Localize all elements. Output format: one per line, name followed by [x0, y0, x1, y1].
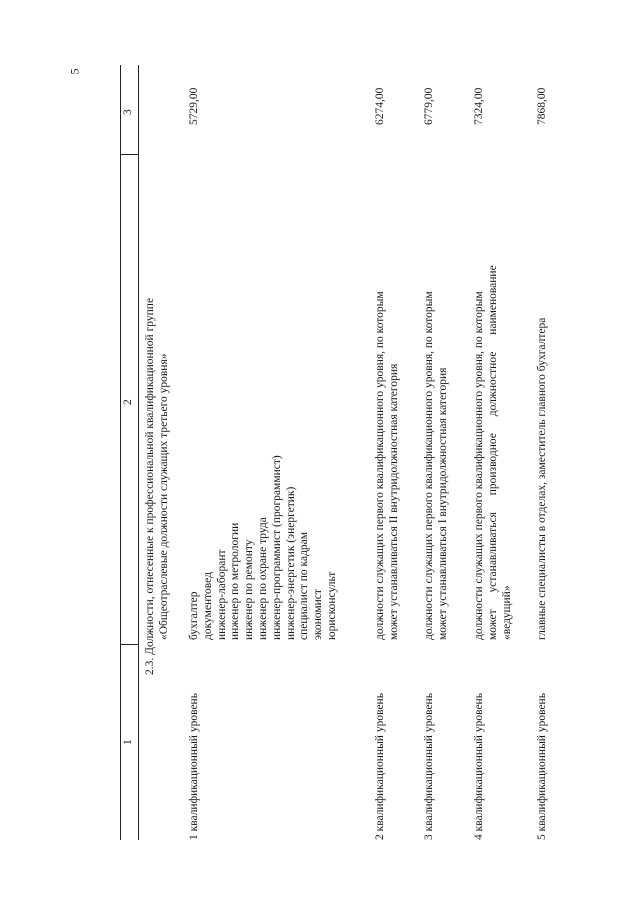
list-item: специалист по кадрам: [298, 531, 311, 640]
level-4-positions-line2: может устанавливаться производное должностное наименование: [487, 265, 499, 640]
column-header-3: 3: [122, 109, 134, 115]
column-header-2: 2: [122, 399, 134, 405]
list-item: инженер-энергетик (энергетик): [284, 486, 297, 640]
list-item: инженер по ремонту: [243, 539, 256, 640]
level-2-positions-line1: должности служащих первого квалификационного уровня, по которым: [374, 291, 386, 640]
header-divider-1: [120, 644, 138, 645]
list-item: экономист: [312, 589, 325, 640]
header-bottom-border: [138, 65, 139, 840]
level-4-positions-line1: должности служащих первого квалификационного уровня, по которым: [473, 291, 485, 640]
level-4-positions-line3: «ведущий»: [501, 585, 513, 640]
header-divider-2: [120, 154, 138, 155]
table-top-border: [120, 65, 121, 840]
level-1-salary: 5729,00: [188, 87, 200, 125]
list-item: инженер по метрологии: [229, 522, 242, 640]
level-5-salary: 7868,00: [536, 87, 548, 125]
level-2-positions-line2: может устанавливаться II внутридолжностная категория: [388, 363, 400, 640]
level-1-label: 1 квалификационный уровень: [188, 693, 200, 840]
list-item: инженер по охране труда: [256, 517, 269, 640]
level-2-salary: 6274,00: [374, 87, 386, 125]
level-2-label: 2 квалификационный уровень: [374, 693, 386, 840]
level-1-positions-list: [188, 455, 340, 640]
level-4-label: 4 квалификационный уровень: [473, 693, 485, 840]
level-3-positions-line2: может устанавливаться I внутридолжностная категория: [437, 367, 449, 640]
column-header-1: 1: [122, 739, 134, 745]
section-subtitle: «Общеотраслевые должности служащих третьего уровня»: [158, 353, 170, 640]
list-item: инженер-лаборант: [215, 549, 228, 640]
level-3-positions-line1: должности служащих первого квалификационного уровня, по которым: [423, 291, 435, 640]
list-item: юрисконсульт: [325, 571, 338, 640]
section-title: 2.3. Должности, отнесенные к профессиональной квалификационной группе: [144, 297, 156, 675]
list-item: бухгалтер: [188, 591, 200, 640]
list-item: инженер-программист (программист): [270, 455, 283, 640]
level-5-positions-line1: главные специалисты в отделах, заместитель главного бухгалтера: [536, 317, 548, 640]
level-5-label: 5 квалификационный уровень: [536, 693, 548, 840]
page-number: 5: [67, 68, 82, 75]
level-3-salary: 6779,00: [423, 87, 435, 125]
salary-table: [120, 65, 639, 840]
level-4-salary: 7324,00: [473, 87, 485, 125]
list-item: документовед: [201, 572, 214, 640]
level-3-label: 3 квалификационный уровень: [423, 693, 435, 840]
